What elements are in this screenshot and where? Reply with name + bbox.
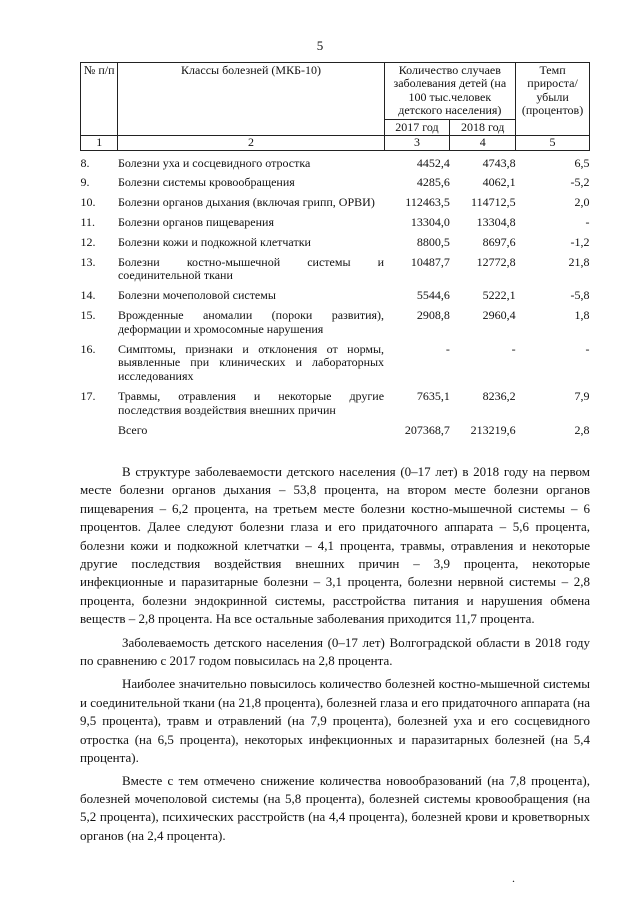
row-number: 12.	[80, 234, 96, 249]
value-2018: 213219,6	[470, 422, 516, 437]
row-number: 10.	[80, 195, 96, 210]
value-2017: 8800,5	[416, 234, 450, 249]
growth-rate: -5,8	[570, 288, 590, 303]
disease-class: Болезни органов пищеварения	[117, 215, 274, 230]
column-index: 3	[384, 136, 450, 150]
value-2018: 114712,5	[471, 195, 516, 210]
row-number: 8.	[80, 155, 90, 170]
value-2018: 4743,8	[482, 155, 516, 170]
disease-class: Врожденные аномалии (пороки развития), деформации и хромосомные нарушения	[117, 308, 385, 336]
growth-rate: 2,8	[574, 422, 590, 437]
disease-class: Болезни уха и сосцевидного отростка	[117, 155, 311, 170]
growth-rate: 1,8	[574, 308, 590, 322]
table-row	[81, 303, 590, 337]
column-index: 5	[516, 136, 590, 150]
value-2018: 12772,8	[476, 254, 516, 269]
value-2017: 4285,6	[416, 175, 450, 190]
disease-class: Симптомы, признаки и отклонения от нормы, выявленные при клинических и лабораторных исследованиях	[117, 341, 385, 384]
column-index-row	[81, 136, 590, 150]
table-row	[81, 250, 590, 284]
header-year-2018: 2018 год	[450, 119, 516, 135]
row-number	[81, 418, 118, 438]
growth-rate: 6,5	[574, 155, 590, 170]
disease-class: Всего	[117, 422, 148, 437]
disease-class: Болезни системы кровообращения	[117, 175, 295, 190]
morbidity-table	[80, 62, 590, 437]
disease-class: Болезни кожи и подкожной клетчатки	[117, 234, 311, 249]
row-number: 13.	[80, 254, 96, 269]
value-2018: 2960,4	[482, 308, 516, 322]
header-num: № п/п	[81, 63, 118, 136]
paragraph: В структуре заболеваемости детского населения (0–17 лет) в 2018 году на первом месте болезни органов дыхания – 53,8 процента, на втором месте болезни органов пищеварения – 6,2 процента, на третьем месте болезни костно-мышечной системы – 6 процентов. Далее следуют болезни глаза и его придаточного аппарата – 5,6 процента, болезни кожи и подкожной клетчатки – 4,1 процента, травмы, отравления и некоторые другие последствия воздействия внешних причин – 3,9 процента, некоторые инфекционные и паразитарные болезни – 3,1 процента, болезни нервной системы – 2,8 процента, болезни эндокринной системы, расстройства питания и нарушения обмена веществ – 2,8 процента. На все остальные заболевания приходится 11,7 процента.	[80, 464, 590, 627]
row-number: 17.	[80, 388, 96, 403]
table-row	[81, 210, 590, 230]
value-2017: 2908,8	[416, 308, 450, 322]
row-number: 15.	[80, 308, 96, 322]
value-2017: 207368,7	[404, 422, 450, 437]
value-2017: 5544,6	[416, 288, 450, 303]
growth-rate: -	[585, 341, 590, 356]
row-number: 14.	[80, 288, 96, 303]
table-header	[81, 63, 590, 151]
table-row	[81, 150, 590, 170]
value-2017: 112463,5	[405, 195, 450, 210]
value-2018: 5222,1	[482, 288, 516, 303]
table-row	[81, 384, 590, 418]
value-2017: 7635,1	[416, 388, 450, 403]
growth-rate: -1,2	[570, 234, 590, 249]
column-index: 1	[81, 136, 118, 150]
table-row	[81, 230, 590, 250]
footer-mark: .	[512, 871, 515, 885]
value-2018: 4062,1	[482, 175, 516, 190]
column-index: 4	[450, 136, 516, 150]
table-body	[81, 150, 590, 437]
value-2018: 13304,8	[476, 215, 516, 230]
growth-rate: 21,8	[568, 254, 590, 269]
header-year-2017: 2017 год	[384, 119, 450, 135]
value-2018: 8236,2	[482, 388, 516, 403]
row-number: 9.	[80, 175, 90, 190]
value-2018: -	[511, 341, 516, 356]
disease-class: Болезни костно-мышечной системы и соединительной ткани	[117, 254, 385, 283]
page-number: 5	[316, 38, 324, 53]
header-rate: Темп прироста/ убыли (процентов)	[516, 63, 590, 136]
value-2018: 8697,6	[482, 234, 516, 249]
header-cases: Количество случаев заболевания детей (на 100 тыс.человек детского населения)	[384, 63, 516, 120]
header-classes: Классы болезней (МКБ-10)	[118, 63, 384, 136]
table-row	[81, 170, 590, 190]
table-row	[81, 337, 590, 384]
value-2017: -	[445, 341, 450, 356]
column-index: 2	[118, 136, 384, 150]
value-2017: 10487,7	[410, 254, 450, 269]
paragraph: Наиболее значительно повысилось количество болезней костно-мышечной системы и соединительной ткани (на 21,8 процента), болезней глаза и его придаточного аппарата (на 9,5 процента), травм и отравлений (на 7,9 процента), болезней уха и его сосцевидного отростка (на 6,5 процента), некоторых инфекционных и паразитарных болезней (на 5,4 процента).	[80, 676, 590, 766]
value-2017: 4452,4	[416, 155, 450, 170]
table-row	[81, 283, 590, 303]
body-text	[80, 463, 590, 850]
growth-rate: 7,9	[574, 388, 590, 403]
disease-class: Болезни мочеполовой системы	[117, 288, 276, 303]
disease-class: Болезни органов дыхания (включая грипп, ОРВИ)	[117, 195, 375, 210]
row-number: 11.	[80, 215, 96, 230]
paragraph: Вместе с тем отмечено снижение количества новообразований (на 7,8 процента), болезней мочеполовой системы (на 5,8 процента), болезней системы кровообращения (на 5,2 процента), психических расстройств (на 4,4 процента), болезней крови и кроветворных органов (на 2,4 процента).	[80, 772, 590, 843]
value-2017: 13304,0	[410, 215, 450, 230]
growth-rate: 2,0	[574, 195, 590, 210]
row-number: 16.	[80, 341, 96, 356]
disease-class: Травмы, отравления и некоторые другие последствия воздействия внешних причин	[117, 388, 385, 417]
table-row	[81, 190, 590, 210]
table-row	[81, 418, 590, 438]
paragraph: Заболеваемость детского населения (0–17 лет) Волгоградской области в 2018 году по сравнению с 2017 годом повысилась на 2,8 процента.	[80, 634, 590, 669]
growth-rate: -5,2	[570, 175, 590, 190]
growth-rate: -	[585, 215, 590, 230]
